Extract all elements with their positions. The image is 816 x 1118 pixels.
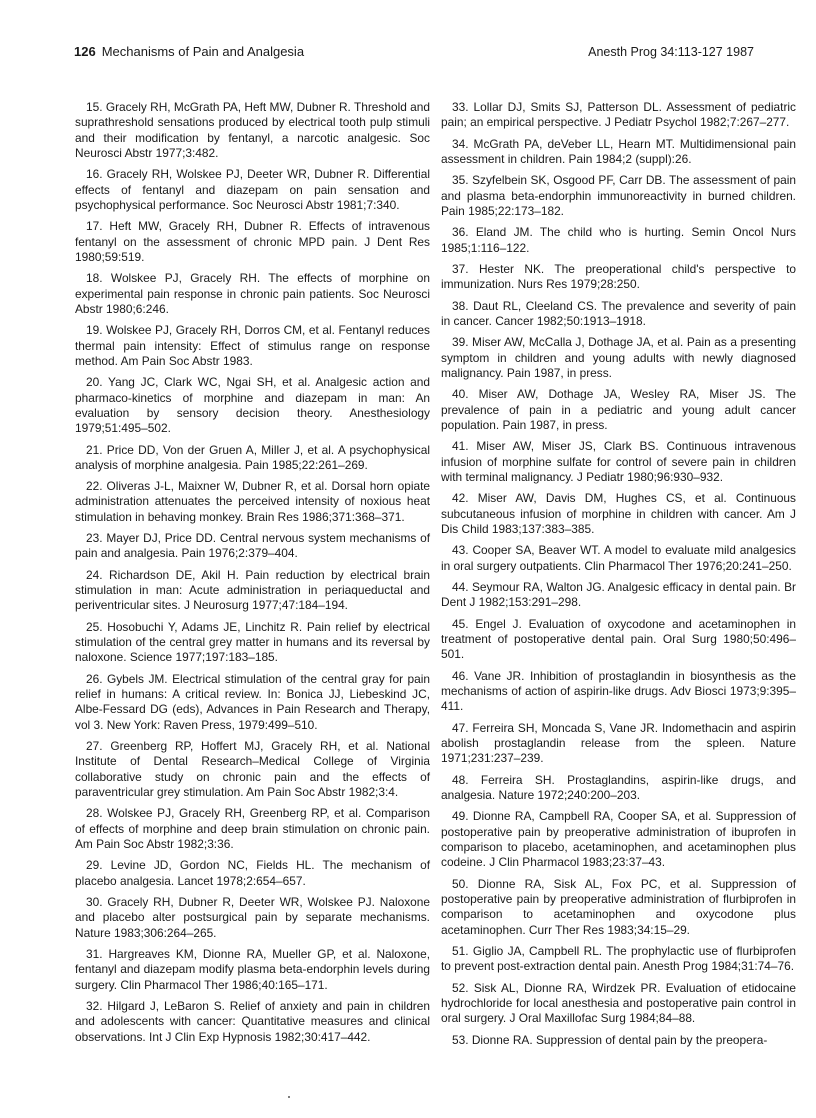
references-left-column — [75, 100, 430, 1051]
reference-item: 51. Giglio JA, Campbell RL. The prophylactic use of flurbiprofen to prevent post-extraction dental pain. Anesth Prog 1984;31:74–76. — [441, 943, 796, 974]
reference-item: 50. Dionne RA, Sisk AL, Fox PC, et al. Suppression of postoperative pain by preoperative administration of flurbiprofen in comparison to acetaminophen and oxycodone plus acetaminophen. Curr Ther Res 1983;34:15–29. — [441, 876, 796, 937]
reference-item: 18. Wolskee PJ, Gracely RH. The effects of morphine on experimental pain response in chronic pain patients. Soc Neurosci Abstr 1980;6:246. — [75, 271, 430, 316]
reference-item: 39. Miser AW, McCalla J, Dothage JA, et al. Pain as a presenting symptom in children and young adults with newly diagnosed malignancy. Pain 1987, in press. — [441, 335, 796, 381]
running-title: Mechanisms of Pain and Analgesia — [101, 44, 305, 59]
reference-item: 20. Yang JC, Clark WC, Ngai SH, et al. Analgesic action and pharmaco-kinetics of morphine and diazepam in man: An evaluation by sensory decision theory. Anesthesiology 1979;51:495–502. — [75, 375, 430, 436]
reference-item: 15. Gracely RH, McGrath PA, Heft MW, Dubner R. Threshold and suprathreshold sensations produced by electrical tooth pulp stimuli and their modification by fentanyl, a narcotic analgesic. Soc Neurosci Abstr 1977;3:482. — [75, 100, 430, 160]
reference-item: 24. Richardson DE, Akil H. Pain reduction by electrical brain stimulation in man: Acute administration in periaqueductal and periventricular sites. J Neurosurg 1977;47:184–194. — [75, 567, 430, 613]
reference-item: 26. Gybels JM. Electrical stimulation of the central gray for pain relief in humans: A critical review. In: Bonica JJ, Liebeskind JC, Albe-Fessard DG (eds), Advances in Pain Research and Therapy, vol 3. New York: Raven Press, 1979:499–510. — [75, 671, 430, 732]
reference-item: 36. Eland JM. The child who is hurting. Semin Oncol Nurs 1985;1:116–122. — [441, 225, 796, 255]
reference-item: 31. Hargreaves KM, Dionne RA, Mueller GP, et al. Naloxone, fentanyl and diazepam modify plasma beta-endorphin levels during surgery. Clin Pharmacol Ther 1986;40:165–171. — [75, 947, 430, 992]
reference-item: 17. Heft MW, Gracely RH, Dubner R. Effects of intravenous fentanyl on the assessment of chronic MPD pain. J Dent Res 1980;59:519. — [75, 219, 430, 264]
reference-item: 45. Engel J. Evaluation of oxycodone and acetaminophen in treatment of postoperative dental pain. Oral Surg 1980;50:496–501. — [441, 616, 796, 662]
reference-item: 28. Wolskee PJ, Gracely RH, Greenberg RP, et al. Comparison of effects of morphine and deep brain stimulation on chronic pain. Am Pain Soc Abstr 1982;3:36. — [75, 806, 430, 851]
reference-item: 22. Oliveras J-L, Maixner W, Dubner R, et al. Dorsal horn opiate administration attenuates the perceived intensity of noxious heat stimulation in behaving monkey. Brain Res 1986;371:368–371. — [75, 479, 430, 524]
reference-item: 46. Vane JR. Inhibition of prostaglandin in biosynthesis as the mechanisms of action of aspirin-like drugs. Adv Biosci 1973;9:395–411. — [441, 668, 796, 714]
reference-item: 16. Gracely RH, Wolskee PJ, Deeter WR, Dubner R. Differential effects of fentanyl and diazepam on pain sensation and psychophysical performance. Soc Neurosci Abstr 1981;7:340. — [75, 167, 430, 212]
reference-item: 30. Gracely RH, Dubner R, Deeter WR, Wolskee PJ. Naloxone and placebo alter postsurgical pain by separate mechanisms. Nature 1983;306:264–265. — [75, 895, 430, 940]
reference-item: 34. McGrath PA, deVeber LL, Hearn MT. Multidimensional pain assessment in children. Pain 1984;2 (suppl):26. — [441, 136, 796, 166]
reference-item: 48. Ferreira SH. Prostaglandins, aspirin-like drugs, and analgesia. Nature 1972;240:200–203. — [441, 772, 796, 802]
journal-citation: Anesth Prog 34:113-127 1987 — [588, 45, 754, 59]
reference-item: 23. Mayer DJ, Price DD. Central nervous system mechanisms of pain and analgesia. Pain 1976;2:379–404. — [75, 531, 430, 561]
reference-item: 19. Wolskee PJ, Gracely RH, Dorros CM, et al. Fentanyl reduces thermal pain intensity: Effect of stimulus range on response method. Am Pain Soc Abstr 1983. — [75, 323, 430, 368]
reference-item: 32. Hilgard J, LeBaron S. Relief of anxiety and pain in children and adolescents with cancer: Quantitative measures and clinical observations. Int J Clin Exp Hypnosis 1982;30:417–442. — [75, 999, 430, 1044]
reference-item: 47. Ferreira SH, Moncada S, Vane JR. Indomethacin and aspirin abolish prostaglandin release from the spleen. Nature 1971;231:237–239. — [441, 720, 796, 766]
reference-item: 42. Miser AW, Davis DM, Hughes CS, et al. Continuous subcutaneous infusion of morphine in children with cancer. Am J Dis Child 1983;137:383–385. — [441, 491, 796, 536]
reference-item: 29. Levine JD, Gordon NC, Fields HL. The mechanism of placebo analgesia. Lancet 1978;2:654–657. — [75, 858, 430, 888]
reference-item: 37. Hester NK. The preoperational child's perspective to immunization. Nurs Res 1979;28:250. — [441, 262, 796, 292]
reference-item: 25. Hosobuchi Y, Adams JE, Linchitz R. Pain relief by electrical stimulation of the central grey matter in humans and its reversal by naloxone. Science 1977;197:183–185. — [75, 619, 430, 665]
reference-item: 33. Lollar DJ, Smits SJ, Patterson DL. Assessment of pediatric pain; an empirical perspective. J Pediatr Psychol 1982;7:267–277. — [441, 100, 796, 130]
references-right-column — [441, 100, 796, 1054]
page-header — [74, 44, 754, 68]
reference-item: 49. Dionne RA, Campbell RA, Cooper SA, et al. Suppression of postoperative pain by preoperative administration of ibuprofen in comparison to placebo, acetaminophen, and acetaminophen plus codeine. J Clin Pharmacol 1983;23:37–43. — [441, 809, 796, 870]
reference-item: 40. Miser AW, Dothage JA, Wesley RA, Miser JS. The prevalence of pain in a pediatric and young adult cancer population. Pain 1987, in press. — [441, 387, 796, 432]
reference-item: 43. Cooper SA, Beaver WT. A model to evaluate mild analgesics in oral surgery outpatients. Clin Pharmacol Ther 1976;20:241–250. — [441, 543, 796, 573]
reference-item: 53. Dionne RA. Suppression of dental pain by the preopera- — [452, 1032, 768, 1047]
reference-item: 27. Greenberg RP, Hoffert MJ, Gracely RH, et al. National Institute of Dental Research–Medical College of Virginia collaborative study on chronic pain and the effects of paraventricular grey stimulation. Am Pain Soc Abstr 1982;3:4. — [75, 739, 430, 799]
reference-item: 52. Sisk AL, Dionne RA, Wirdzek PR. Evaluation of etidocaine hydrochloride for local anesthesia and postoperative pain control in oral surgery. J Oral Maxillofac Surg 1984;84–88. — [441, 980, 796, 1026]
page-number: 126 — [74, 44, 96, 59]
reference-item: 38. Daut RL, Cleeland CS. The prevalence and severity of pain in cancer. Cancer 1982;50:1913–1918. — [441, 298, 796, 329]
page-speck — [288, 1096, 290, 1098]
reference-item: 21. Price DD, Von der Gruen A, Miller J, et al. A psychophysical analysis of morphine analgesia. Pain 1985;22:261–269. — [75, 442, 430, 472]
reference-item: 44. Seymour RA, Walton JG. Analgesic efficacy in dental pain. Br Dent J 1982;153:291–298. — [441, 580, 796, 610]
header-left — [74, 44, 304, 59]
reference-item: 35. Szyfelbein SK, Osgood PF, Carr DB. The assessment of pain and plasma beta-endorphin immunoreactivity in burned children. Pain 1985;22:173–182. — [441, 173, 796, 218]
reference-item: 41. Miser AW, Miser JS, Clark BS. Continuous intravenous infusion of morphine sulfate for control of severe pain in children with terminal malignancy. J Pediatr 1980;96:930–932. — [441, 439, 796, 484]
